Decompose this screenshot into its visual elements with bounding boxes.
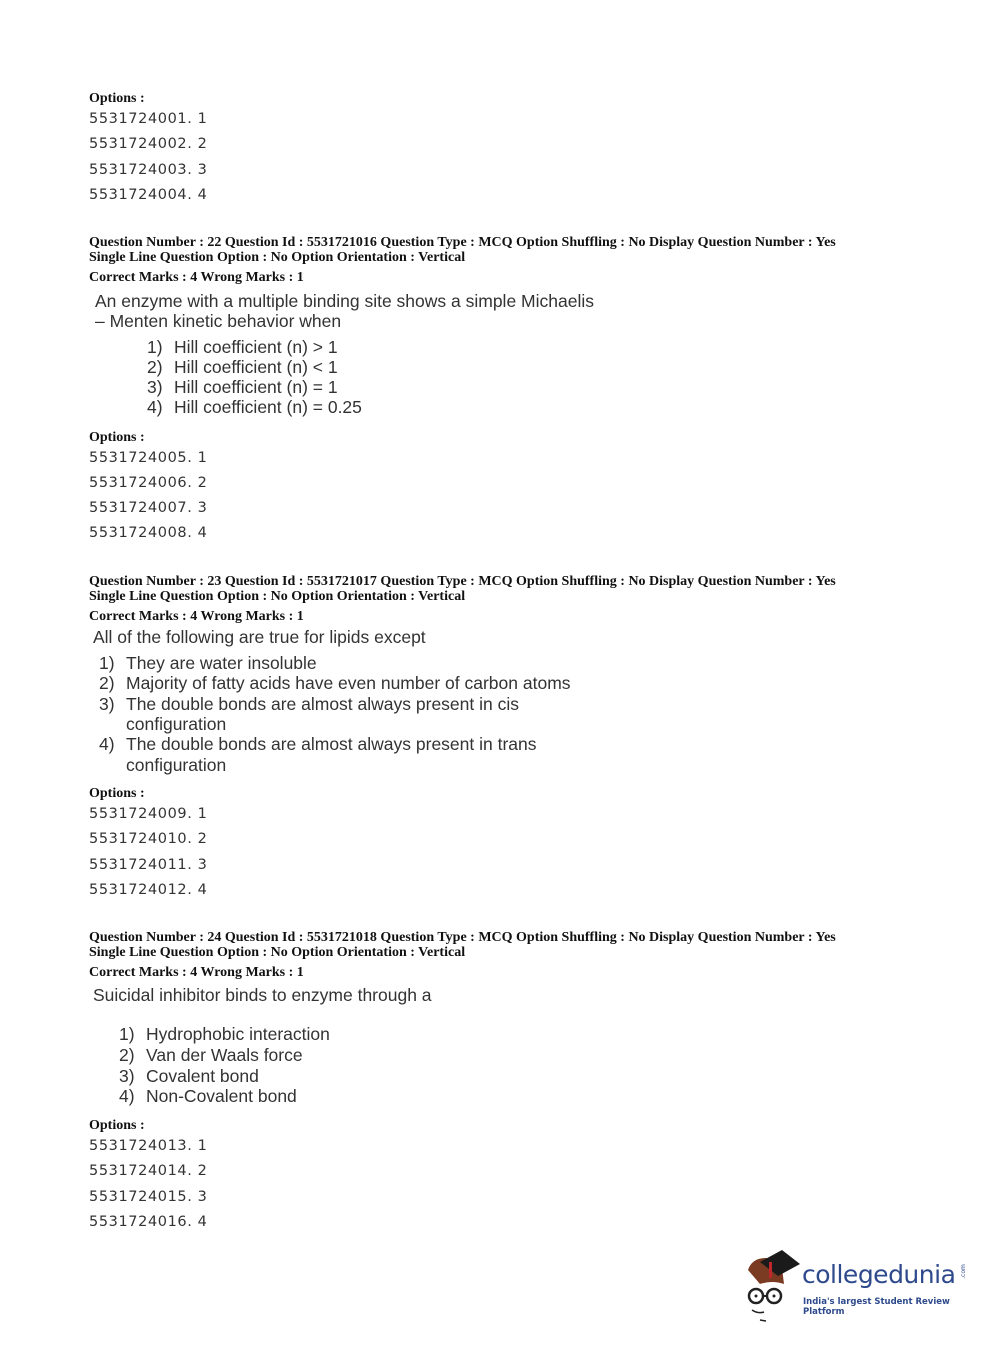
question-marks: Correct Marks : 4 Wrong Marks : 1: [89, 609, 304, 624]
question-header: Question Number : 23 Question Id : 5531721017 Question Type : MCQ Option Shuffling : No Display Question Number : Yes: [89, 574, 836, 589]
option-id: 5531724005. 1: [89, 450, 208, 466]
question-text: Suicidal inhibitor binds to enzyme through a: [93, 985, 432, 1005]
logo-tagline: India's largest Student Review Platform: [803, 1297, 950, 1317]
question-header: Single Line Question Option : No Option Orientation : Vertical: [89, 589, 466, 604]
option-id: 5531724003. 3: [89, 162, 208, 178]
option-id: 5531724015. 3: [89, 1189, 208, 1205]
question-choice: 1) They are water insoluble: [99, 653, 317, 673]
option-id: 5531724007. 3: [89, 500, 208, 516]
question-choice: 2) Majority of fatty acids have even number of carbon atoms: [99, 673, 571, 693]
options-label: Options :: [89, 430, 145, 445]
question-choice: 2) Hill coefficient (n) < 1: [147, 357, 338, 377]
question-header: Single Line Question Option : No Option Orientation : Vertical: [89, 945, 466, 960]
option-id: 5531724014. 2: [89, 1163, 208, 1179]
question-choice: 1) Hydrophobic interaction: [119, 1024, 330, 1044]
question-choice: 3) Hill coefficient (n) = 1: [147, 377, 338, 397]
question-marks: Correct Marks : 4 Wrong Marks : 1: [89, 965, 304, 980]
options-label: Options :: [89, 91, 145, 106]
question-choice-continued: configuration: [126, 755, 227, 775]
question-choice: 4) Non-Covalent bond: [119, 1086, 297, 1106]
option-id: 5531724010. 2: [89, 831, 208, 847]
question-choice: 2) Van der Waals force: [119, 1045, 303, 1065]
question-text: All of the following are true for lipids except: [93, 627, 426, 647]
question-text: – Menten kinetic behavior when: [95, 311, 342, 331]
question-choice: 3) The double bonds are almost always present in cis: [99, 694, 519, 714]
logo-brand: collegedunia: [802, 1260, 956, 1289]
question-text: An enzyme with a multiple binding site shows a simple Michaelis: [95, 291, 594, 311]
question-choice-continued: configuration: [126, 714, 227, 734]
option-id: 5531724012. 4: [89, 882, 208, 898]
options-label: Options :: [89, 786, 145, 801]
option-id: 5531724016. 4: [89, 1214, 208, 1230]
option-id: 5531724002. 2: [89, 136, 208, 152]
question-header: Question Number : 24 Question Id : 5531721018 Question Type : MCQ Option Shuffling : No Display Question Number : Yes: [89, 930, 836, 945]
option-id: 5531724004. 4: [89, 187, 208, 203]
option-id: 5531724006. 2: [89, 475, 208, 491]
options-label: Options :: [89, 1118, 145, 1133]
option-id: 5531724001. 1: [89, 111, 208, 127]
question-choice: 4) Hill coefficient (n) = 0.25: [147, 397, 362, 417]
option-id: 5531724011. 3: [89, 857, 208, 873]
option-id: 5531724009. 1: [89, 806, 208, 822]
question-choice: 1) Hill coefficient (n) > 1: [147, 337, 338, 357]
question-header: Single Line Question Option : No Option Orientation : Vertical: [89, 250, 466, 265]
option-id: 5531724008. 4: [89, 525, 208, 541]
question-header: Question Number : 22 Question Id : 5531721016 Question Type : MCQ Option Shuffling : No Display Question Number : Yes: [89, 235, 836, 250]
question-choice: 3) Covalent bond: [119, 1066, 259, 1086]
question-marks: Correct Marks : 4 Wrong Marks : 1: [89, 270, 304, 285]
collegedunia-logo: [742, 1250, 972, 1320]
option-id: 5531724013. 1: [89, 1138, 208, 1154]
mascot-icon: [742, 1250, 804, 1322]
logo-tld: .com: [959, 1264, 967, 1279]
question-choice: 4) The double bonds are almost always present in trans: [99, 734, 537, 754]
